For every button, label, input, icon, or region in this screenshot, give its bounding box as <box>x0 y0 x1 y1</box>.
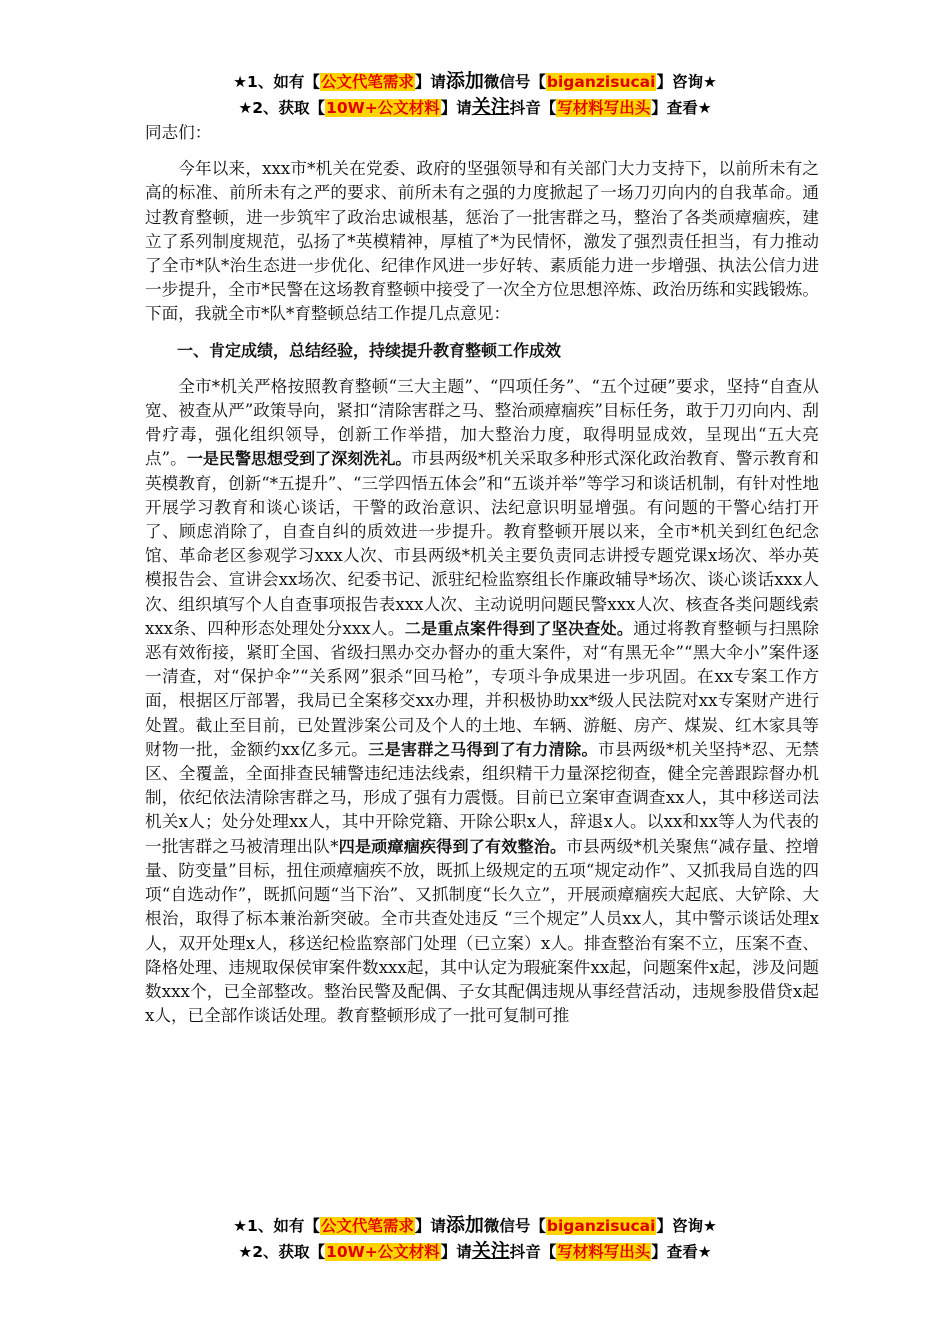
section-heading-1: 一、肯定成绩，总结经验，持续提升教育整顿工作成效 <box>177 340 562 360</box>
achievements-paragraph: 全市*机关严格按照教育整顿“三大主题”、“四项任务”、“五个过硬”要求，坚持“自查从宽、被查从严”政策导向，紧扣“清除害群之马、整治顽瘴痼疾”目标任务，敢于刀刃向内、刮骨疗毒，强化组织领导，创新工作举措，加大整治力度，取得明显成效，呈现出“五大亮点”。一是民警思想受到了深刻洗礼。市县两级*机关采取多种形式深化政治教育、警示教育和英模教育，创新“*五提升”、“三学四悟五体会”和“五谈并举”等学习和谈话机制，有针对性地开展学习教育和谈心谈话，干警的政治意识、法纪意识明显增强。有问题的干警心结打开了、顾虑消除了，自查自纠的质效进一步提升。教育整顿开展以来，全市*机关到红色纪念馆、革命老区参观学习xxx人次、市县两级*机关主要负责同志讲授专题党课x场次、举办英模报告会、宣讲会xx场次、纪委书记、派驻纪检监察组长作廉政辅导*场次、谈心谈话xxx人次、组织填写个人自查事项报告表xxx人次、主动说明问题民警xxx人次、核查各类问题线索xxx条、四种形态处理处分xxx人。二是重点案件得到了坚决查处。通过将教育整顿与扫黑除恶有效衔接，紧盯全国、省级扫黑办交办督办的重大案件，对“有黑无伞”“黑大伞小”案件逐一清查，对“保护伞”“关系网”狠杀“回马枪”，专项斗争成果进一步巩固。在xx专案工作方面，根据区厅部署，我局已全案移交xx办理，并积极协助xx*级人民法院对xx专案财产进行处置。截止至目前，已处置涉案公司及个人的土地、车辆、游艇、房产、煤炭、红木家具等财物一批，金额约xx亿多元。三是害群之马得到了有力清除。市县两级*机关坚持*忍、无禁区、全覆盖，全面排查民辅警违纪违法线索，组织精干力量深挖彻查，健全完善跟踪督办机制，依纪依法清除害群之马，形成了强有力震慑。目前已立案审查调查xx人，其中移送司法机关x人；处分处理xx人，其中开除党籍、开除公职x人，辞退x人。以xx和xx等人为代表的一批害群之马被清理出队*四是顽瘴痼疾得到了有效整治。市县两级*机关聚焦“减存量、控增量、防变量”目标，扭住顽瘴痼疾不放，既抓上级规定的五项“规定动作”、又抓我局自选的四项“自选动作”，既抓问题“当下治”、又抓制度“长久立”，开展顽瘴痼疾大起底、大铲除、大根治，取得了标本兼治新突破。全市共查处违反 “三个规定”人员xx人，其中警示谈话处理x人，双开处理x人，移送纪检监察部门处理（已立案）x人。排查整治有案不立，压案不查、降格处理、违规取保侯审案件数xxx起，其中认定为瑕疵案件xx起，问题案件x起，涉及问题数xxx个，已全部整改。整治民警及配偶、子女其配偶违规从事经营活动，违规参股借贷x起x人，已全部作谈话处理。教育整顿形成了一批可复制可推 <box>145 376 820 1026</box>
promo-line-2-bottom: ★2、获取【10W+公文材料】请关注抖音【写材料写出头】查看★ <box>238 1240 712 1262</box>
highlight-point-2: 二是重点案件得到了坚决查处。 <box>404 618 634 638</box>
highlight-wechat-id: biganzisucai <box>546 73 656 91</box>
promo-line-1-bottom: ★1、如有【公文代笔需求】请添加微信号【biganzisucai】咨询★ <box>233 1214 717 1236</box>
document-body <box>145 121 819 1028</box>
promo-line-1: ★1、如有【公文代笔需求】请添加微信号【biganzisucai】咨询★ <box>233 70 717 92</box>
promo-banner-top <box>0 69 950 121</box>
highlight-point-1: 一是民警思想受到了深刻洗礼。 <box>186 449 412 469</box>
highlight-point-4: 四是顽瘴痼疾得到了有效整治。 <box>338 836 567 856</box>
intro-paragraph: 今年以来，xxx市*机关在党委、政府的坚强领导和有关部门大力支持下，以前所未有之高的标准、前所未有之严的要求、前所未有之强的力度掀起了一场刀刃向内的自我革命。通过教育整顿，进一步筑牢了政治忠诚根基，惩治了一批害群之马，整治了各类顽瘴痼疾，建立了系列制度规范，弘扬了*英模精神，厚植了*为民情怀，激发了强烈责任担当，有力推动了全市*队*治生态进一步优化、纪律作风进一步好转、素质能力进一步增强、执法公信力进一步提升，全市*民警在这场教育整顿中接受了一次全方位思想淬炼、政治历练和实践锻炼。下面，我就全市*队*育整顿总结工作提几点意见： <box>145 159 819 324</box>
highlight-douyin-id: 写材料写出头 <box>557 99 651 117</box>
highlight-materials: 10W+公文材料 <box>326 99 440 117</box>
salutation: 同志们： <box>145 123 212 142</box>
highlight-service: 公文代笔需求 <box>320 73 414 91</box>
promo-banner-bottom <box>0 1213 950 1265</box>
promo-line-2: ★2、获取【10W+公文材料】请关注抖音【写材料写出头】查看★ <box>238 96 712 118</box>
highlight-point-3: 三是害群之马得到了有力清除。 <box>368 739 598 759</box>
